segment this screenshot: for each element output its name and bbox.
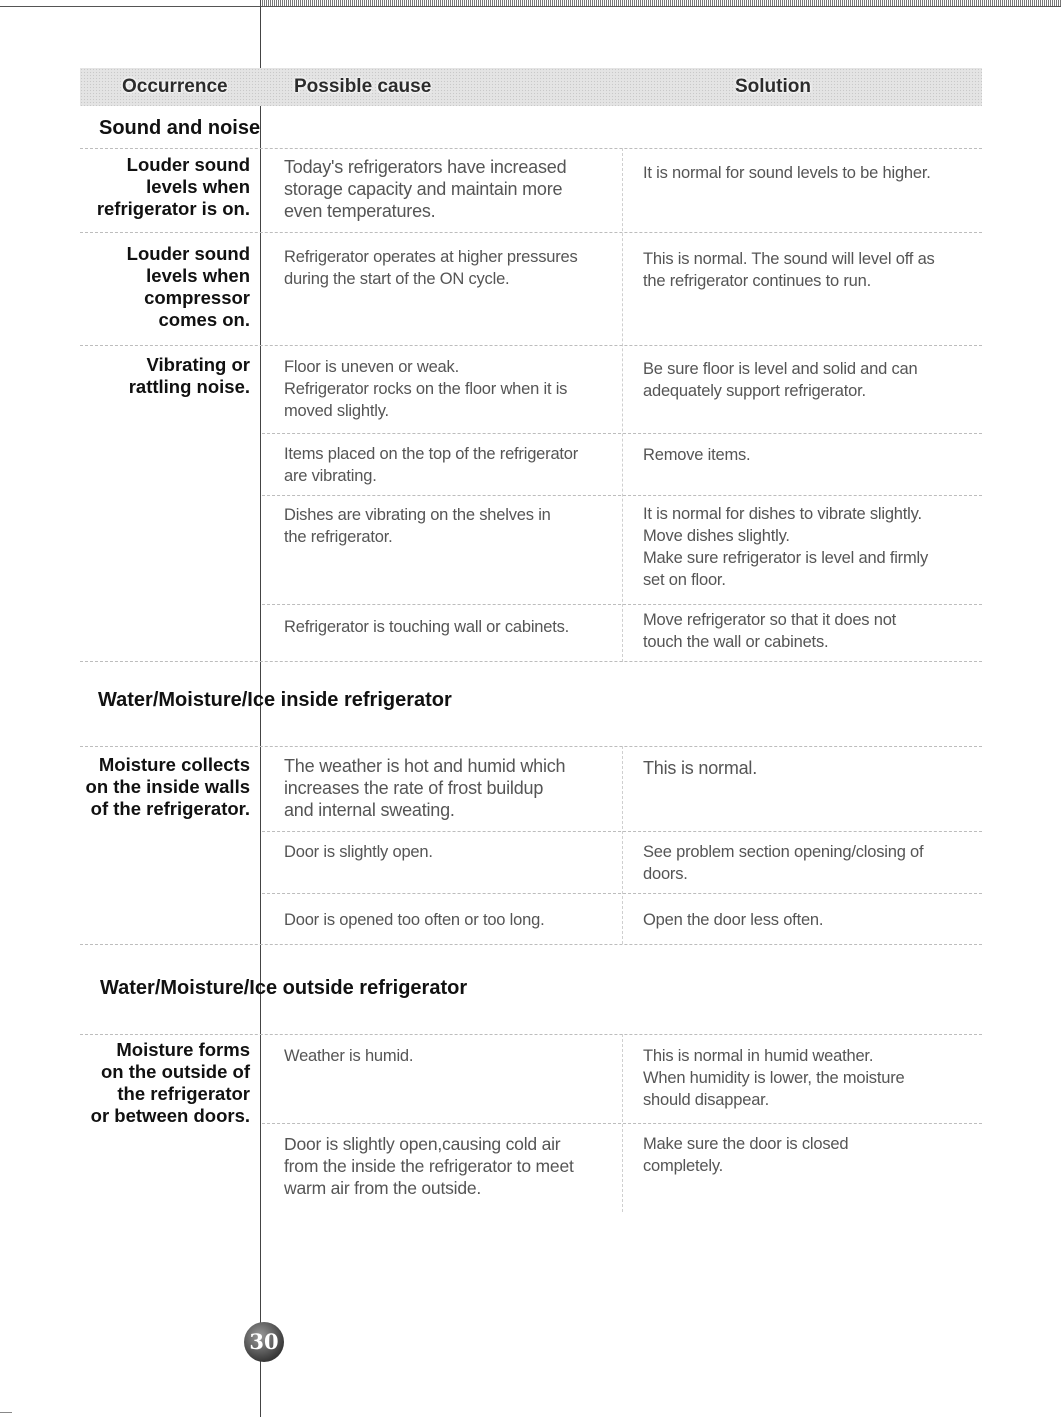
solution-weather-humid: This is normal in humid weather. When humidity is lower, the moisture should disappear.	[643, 1047, 905, 1109]
section-title-outside: Water/Moisture/Ice outside refrigerator	[100, 977, 468, 999]
row-divider	[80, 746, 982, 747]
top-rule	[0, 6, 262, 7]
bottom-mark	[0, 1412, 12, 1413]
cause-door-opened-often: Door is opened too often or too long.	[284, 911, 545, 929]
cause-weather-humid: Weather is humid.	[284, 1047, 414, 1065]
row-divider	[262, 604, 982, 605]
row-divider	[80, 232, 982, 233]
row-divider	[262, 1123, 982, 1124]
row-divider	[80, 345, 982, 346]
occurrence-louder-compressor: Louder sound levels when compressor comes on.	[126, 243, 250, 330]
row-divider	[262, 433, 982, 434]
section-title-inside: Water/Moisture/Ice inside refrigerator	[98, 689, 452, 711]
occurrence-louder-on: Louder sound levels when refrigerator is on.	[96, 154, 250, 219]
solution-door-slightly-open: See problem section opening/closing of doors.	[643, 843, 924, 883]
cause-dishes-vibrating: Dishes are vibrating on the shelves in the refrigerator.	[284, 506, 551, 546]
row-divider	[80, 1034, 982, 1035]
header-solution: Solution	[735, 76, 811, 97]
solution-door-opened-often: Open the door less often.	[643, 911, 824, 929]
occurrence-moisture-inside: Moisture collects on the inside walls of the refrigerator.	[85, 754, 250, 819]
solution-louder-compressor: This is normal. The sound will level off as the refrigerator continues to run.	[643, 250, 935, 290]
column-divider	[622, 148, 623, 662]
header-possible-cause: Possible cause	[294, 76, 432, 97]
cause-items-on-top: Items placed on the top of the refrigerator are vibrating.	[284, 445, 579, 485]
solution-touching-wall: Move refrigerator so that it does not touch the wall or cabinets.	[643, 611, 897, 651]
top-dotted-band	[262, 0, 1061, 7]
solution-door-closed: Make sure the door is closed completely.	[643, 1135, 849, 1175]
solution-hot-humid: This is normal.	[643, 758, 758, 778]
occurrence-vibrating: Vibrating or rattling noise.	[128, 354, 250, 397]
cause-hot-humid: The weather is hot and humid which increases the rate of frost buildup and internal sweating.	[284, 756, 566, 820]
solution-floor-uneven: Be sure floor is level and solid and can adequately support refrigerator.	[643, 360, 918, 400]
solution-dishes-vibrating: It is normal for dishes to vibrate slightly. Move dishes slightly. Make sure refrigerator is level and firmly set on floor.	[643, 505, 929, 589]
cause-touching-wall: Refrigerator is touching wall or cabinets.	[284, 618, 570, 636]
header-occurrence: Occurrence	[122, 76, 228, 97]
cause-floor-uneven: Floor is uneven or weak. Refrigerator rocks on the floor when it is moved slightly.	[284, 358, 568, 420]
solution-items-on-top: Remove items.	[643, 446, 751, 464]
cause-door-open-cold-air: Door is slightly open,causing cold air from the inside the refrigerator to meet warm air from the outside.	[284, 1134, 574, 1198]
cause-door-slightly-open: Door is slightly open.	[284, 843, 433, 861]
row-divider	[262, 495, 982, 496]
cause-louder-on: Today's refrigerators have increased storage capacity and maintain more even temperatures.	[284, 157, 567, 221]
page-number-badge: 30	[244, 1322, 284, 1362]
row-divider	[262, 831, 982, 832]
row-divider	[80, 944, 982, 945]
cause-louder-compressor: Refrigerator operates at higher pressures during the start of the ON cycle.	[284, 248, 578, 288]
occurrence-moisture-outside: Moisture forms on the outside of the refrigerator or between doors.	[90, 1039, 250, 1126]
solution-louder-on: It is normal for sound levels to be higher.	[643, 164, 931, 182]
column-divider	[622, 746, 623, 944]
row-divider	[80, 148, 982, 149]
row-divider	[262, 893, 982, 894]
section-title-sound: Sound and noise	[99, 117, 261, 139]
row-divider	[80, 661, 982, 662]
table-header-bar	[80, 68, 982, 106]
